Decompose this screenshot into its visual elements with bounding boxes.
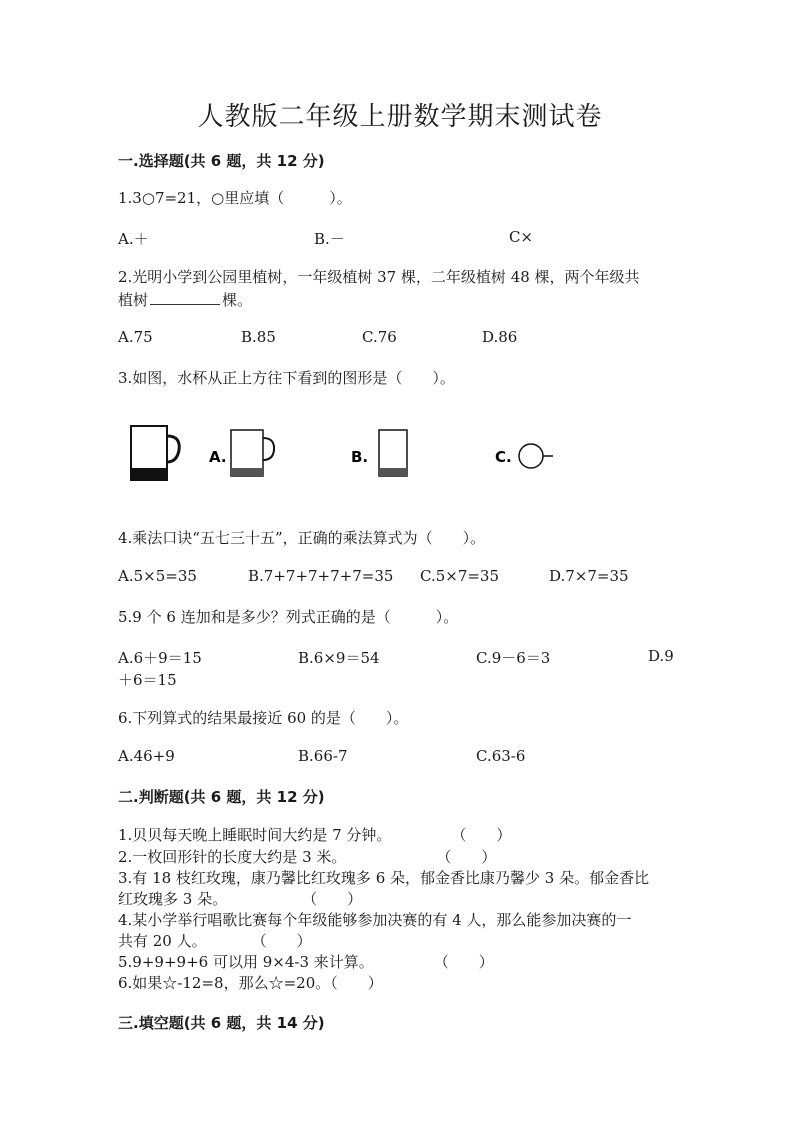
cup-side-view-icon [231, 430, 274, 476]
tf-line: 红玫瑰多 3 朵。 （ ） [118, 890, 363, 908]
q1-option-a: A.＋ [118, 230, 149, 248]
q5-option-d: D.9 [648, 647, 674, 665]
q1-option-c: C× [509, 228, 534, 246]
cup-views-figure [125, 418, 565, 488]
tf-line: 3.有 18 枝红玫瑰，康乃馨比红玫瑰多 6 朵，郁金香比康乃馨少 3 朵。郁金香比 [118, 869, 650, 887]
section-heading-choice: 一.选择题(共 6 题，共 12 分) [118, 152, 325, 170]
question-3: 3.如图，水杯从正上方往下看到的图形是（ ）。 [118, 369, 455, 387]
tf-line: 2.一枚回形针的长度大约是 3 米。 （ ） [118, 848, 497, 866]
q5-option-a: A.6＋9＝15 [118, 649, 202, 667]
q2-line2-prefix: 植树 [118, 291, 149, 309]
q2-line2-suffix: 棵。 [222, 291, 253, 309]
q6-option-a: A.46+9 [118, 747, 175, 765]
q2-answer-blank [150, 290, 220, 305]
q4-option-a: A.5×5=35 [118, 567, 197, 585]
q4-option-c: C.5×7=35 [420, 567, 500, 585]
q4-option-d: D.7×7=35 [549, 567, 629, 585]
q5-option-d-wrap: ＋6＝15 [118, 671, 177, 689]
tf-line: 5.9+9+9+6 可以用 9×4-3 来计算。 （ ） [118, 953, 494, 971]
question-6: 6.下列算式的结果最接近 60 的是（ ）。 [118, 709, 409, 727]
q2-option-c: C.76 [362, 328, 397, 346]
q6-option-c: C.63-6 [476, 747, 526, 765]
tf-line: 4.某小学举行唱歌比赛每个年级能够参加决赛的有 4 人，那么能参加决赛的一 [118, 911, 632, 929]
q5-option-b: B.6×9＝54 [298, 649, 380, 667]
section-heading-true-false: 二.判断题(共 6 题，共 12 分) [118, 788, 325, 806]
tf-line: 1.贝贝每天晚上睡眠时间大约是 7 分钟。 （ ） [118, 826, 512, 844]
tf-line: 6.如果☆-12=8，那么☆=20。（ ） [118, 974, 383, 992]
fig-label-c: C. [495, 448, 512, 466]
cup-top-view-icon [519, 444, 553, 468]
q2-option-b: B.85 [241, 328, 276, 346]
section-heading-fill-blank: 三.填空题(共 6 题，共 14 分) [118, 1014, 325, 1032]
q6-option-b: B.66-7 [298, 747, 348, 765]
q1-option-b: B.－ [314, 230, 345, 248]
question-2-line2 [118, 289, 252, 311]
question-5: 5.9 个 6 连加和是多少？列式正确的是（ ）。 [118, 608, 459, 626]
cup-original-icon [131, 426, 179, 480]
fig-label-a: A. [209, 448, 227, 466]
q4-option-b: B.7+7+7+7+7=35 [248, 567, 394, 585]
q5-option-c: C.9－6＝3 [476, 649, 551, 667]
tf-line: 共有 20 人。 （ ） [118, 932, 312, 950]
question-2-line1: 2.光明小学到公园里植树，一年级植树 37 棵，二年级植树 48 棵，两个年级共 [118, 268, 640, 286]
fig-label-b: B. [351, 448, 369, 466]
cup-front-view-icon [379, 430, 407, 476]
q2-option-a: A.75 [118, 328, 153, 346]
question-1: 1.3○7=21，○里应填（ ）。 [118, 189, 352, 207]
question-4: 4.乘法口诀“五七三十五”，正确的乘法算式为（ ）。 [118, 529, 486, 547]
q2-option-d: D.86 [482, 328, 518, 346]
page-title: 人教版二年级上册数学期末测试卷 [197, 102, 603, 132]
